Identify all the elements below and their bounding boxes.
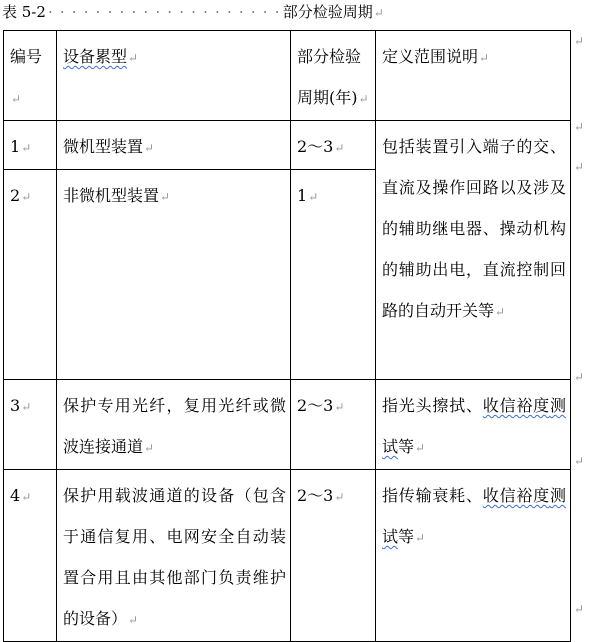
table-row (4, 121, 571, 170)
end-of-row-mark-icon: ↵ (574, 34, 585, 48)
spellcheck-underlined-text: 收信裕度 (482, 486, 550, 505)
paragraph-mark-icon: ↵ (373, 6, 384, 20)
cell-no: 4↵ (4, 470, 57, 642)
cell-period: 2～3↵ (291, 121, 376, 170)
inspection-period-table (3, 30, 571, 642)
paragraph-mark-icon: ↵ (415, 531, 426, 545)
header-cell-type (57, 31, 291, 121)
caption-number: 表 5-2 (2, 3, 46, 21)
cell-no: 2↵ (4, 170, 57, 380)
cell-desc: 指光头擦拭、收信裕度测试等↵ (376, 380, 571, 470)
paragraph-mark-icon: ↵ (334, 490, 345, 504)
paragraph-mark-icon: ↵ (334, 400, 345, 414)
cell-desc-merged: 包括装置引入端子的交、直流及操作回路以及涉及的辅助继电器、操动机构的辅助出电，直流控制回路的自动开关等↵ (376, 121, 571, 380)
table-header-row (4, 31, 571, 121)
paragraph-mark-icon: ↵ (128, 51, 139, 65)
end-of-row-mark-icon: ↵ (574, 370, 585, 384)
spellcheck-underlined-text: 测试 (382, 396, 566, 456)
caption-title: 部分检验周期 (282, 3, 373, 21)
cell-period: 1↵ (291, 170, 376, 380)
cell-type: 微机型装置↵ (57, 121, 291, 170)
table-row (4, 380, 571, 470)
paragraph-mark-icon: ↵ (479, 51, 490, 65)
paragraph-mark-icon: ↵ (144, 141, 155, 155)
paragraph-mark-icon: ↵ (308, 190, 319, 204)
cell-type: 非微机型装置↵ (57, 170, 291, 380)
paragraph-mark-icon: ↵ (144, 441, 155, 455)
cell-period: 2～3↵ (291, 380, 376, 470)
table-row (4, 470, 571, 642)
cell-type: 保护专用光纤，复用光纤或微波连接通道↵ (57, 380, 291, 470)
end-of-row-mark-icon: ↵ (574, 602, 585, 616)
paragraph-mark-icon: ↵ (21, 190, 32, 204)
cell-desc: 指传输衰耗、收信裕度测试等↵ (376, 470, 571, 642)
cell-no: 1↵ (4, 121, 57, 170)
end-of-row-mark-icon: ↵ (574, 120, 585, 134)
spellcheck-underlined-text: 测试 (382, 486, 566, 546)
spellcheck-underlined-text: 设备累型 (63, 47, 128, 66)
header-cell-period: 部分检验 周期(年)↵ (291, 31, 376, 121)
paragraph-mark-icon: ↵ (128, 613, 139, 627)
end-of-row-mark-icon: ↵ (574, 160, 585, 174)
paragraph-mark-icon: ↵ (415, 441, 426, 455)
caption-leader-dots: · · · · · · · · · · · · · · · · · · · · (47, 3, 281, 21)
paragraph-mark-icon: ↵ (21, 490, 32, 504)
table-caption (2, 2, 384, 22)
paragraph-mark-icon: ↵ (21, 141, 32, 155)
cell-type: 保护用载波通道的设备（包含于通信复用、电网安全自动装置合用且由其他部门负责维护的设备）↵ (57, 470, 291, 642)
paragraph-mark-icon: ↵ (160, 190, 171, 204)
table-area (0, 30, 593, 628)
spellcheck-underlined-text: 收信裕度 (482, 396, 550, 415)
end-of-row-marks (574, 30, 592, 620)
paragraph-mark-icon: ↵ (358, 92, 369, 106)
paragraph-mark-icon: ↵ (21, 400, 32, 414)
cell-no: 3↵ (4, 380, 57, 470)
header-cell-desc: 定义范围说明↵ (376, 31, 571, 121)
end-of-row-mark-icon: ↵ (574, 454, 585, 468)
paragraph-mark-icon: ↵ (11, 92, 22, 106)
cell-period: 2～3↵ (291, 470, 376, 642)
paragraph-mark-icon: ↵ (495, 305, 506, 319)
paragraph-mark-icon: ↵ (334, 141, 345, 155)
header-cell-no: 编号↵ (4, 31, 57, 121)
